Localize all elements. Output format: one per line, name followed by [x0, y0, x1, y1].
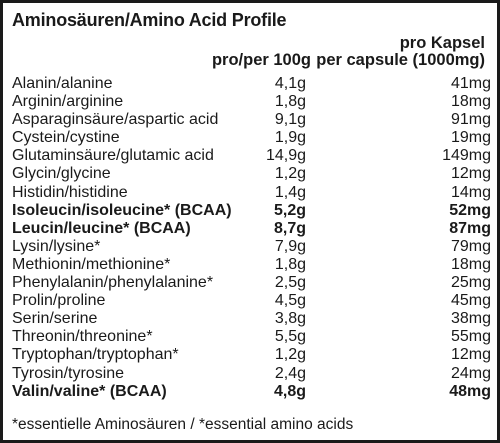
value-per-capsule: 48mg — [449, 382, 491, 400]
table-row — [3, 346, 500, 364]
value-per-capsule: 19mg — [450, 129, 491, 147]
value-per-100g: 1,2g — [274, 165, 306, 183]
amino-acid-name: Isoleucin/isoleucine* (BCAA) — [12, 201, 232, 219]
table-row — [3, 383, 500, 401]
header-per-capsule-line2: per capsule (1000mg) — [316, 51, 485, 69]
value-per-capsule: 55mg — [450, 328, 491, 346]
amino-acid-rows — [3, 75, 500, 401]
table-row — [3, 365, 500, 383]
amino-acid-name: Phenylalanin/phenylalanine* — [12, 274, 214, 292]
value-per-100g: 3,8g — [274, 310, 306, 328]
table-title: Aminosäuren/Amino Acid Profile — [12, 10, 287, 30]
amino-acid-name: Lysin/lysine* — [12, 237, 101, 255]
value-per-100g: 14,9g — [265, 147, 306, 165]
value-per-100g: 1,9g — [274, 129, 306, 147]
value-per-capsule: 25mg — [450, 274, 491, 292]
amino-acid-name: Cystein/cystine — [12, 129, 120, 147]
value-per-capsule: 149mg — [442, 147, 491, 165]
table-row — [3, 75, 500, 93]
table-row — [3, 238, 500, 256]
header-per-100g: pro/per 100g — [211, 51, 311, 69]
value-per-capsule: 45mg — [450, 292, 491, 310]
amino-acid-name: Asparaginsäure/aspartic acid — [12, 111, 219, 129]
amino-acid-name: Histidin/histidine — [12, 183, 128, 201]
value-per-capsule: 87mg — [449, 219, 491, 237]
table-row — [3, 129, 500, 147]
value-per-capsule: 18mg — [450, 93, 491, 111]
table-row — [3, 202, 500, 220]
value-per-100g: 9,1g — [274, 111, 306, 129]
table-row — [3, 328, 500, 346]
value-per-100g: 1,8g — [274, 255, 306, 273]
table-row — [3, 93, 500, 111]
value-per-capsule: 18mg — [450, 255, 491, 273]
value-per-100g: 8,7g — [273, 219, 306, 237]
value-per-100g: 4,8g — [273, 382, 306, 400]
value-per-capsule: 91mg — [450, 111, 491, 129]
table-row — [3, 256, 500, 274]
table-row — [3, 274, 500, 292]
value-per-100g: 1,4g — [274, 183, 306, 201]
table-row — [3, 184, 500, 202]
amino-acid-name: Threonin/threonine* — [12, 328, 153, 346]
amino-acid-name: Serin/serine — [12, 310, 98, 328]
value-per-capsule: 79mg — [450, 237, 491, 255]
value-per-capsule: 41mg — [450, 75, 491, 92]
amino-acid-name: Glycin/glycine — [12, 165, 111, 183]
amino-acid-name: Methionin/methionine* — [12, 255, 171, 273]
value-per-capsule: 38mg — [450, 310, 491, 328]
table-row — [3, 111, 500, 129]
table-row — [3, 310, 500, 328]
value-per-100g: 1,2g — [274, 346, 306, 364]
footnote: *essentielle Aminosäuren / *essential amino acids — [12, 416, 354, 433]
table-row — [3, 147, 500, 165]
amino-acid-name: Leucin/leucine* (BCAA) — [12, 219, 191, 237]
value-per-capsule: 12mg — [450, 165, 491, 183]
amino-acid-name: Prolin/proline — [12, 292, 106, 310]
amino-acid-name: Valin/valine* (BCAA) — [12, 382, 167, 400]
value-per-100g: 7,9g — [274, 237, 306, 255]
table-row — [3, 165, 500, 183]
header-per-capsule-line1: pro Kapsel — [399, 34, 485, 52]
value-per-capsule: 24mg — [450, 364, 491, 382]
value-per-100g: 4,5g — [274, 292, 306, 310]
table-row — [3, 292, 500, 310]
value-per-capsule: 52mg — [449, 201, 491, 219]
value-per-100g: 1,8g — [274, 93, 306, 111]
value-per-100g: 5,5g — [274, 328, 306, 346]
amino-acid-name: Arginin/arginine — [12, 93, 124, 111]
amino-acid-name: Glutaminsäure/glutamic acid — [12, 147, 214, 165]
amino-acid-name: Alanin/alanine — [12, 75, 113, 92]
value-per-capsule: 14mg — [450, 183, 491, 201]
value-per-capsule: 12mg — [450, 346, 491, 364]
amino-acid-name: Tryptophan/tryptophan* — [12, 346, 179, 364]
amino-acid-name: Tyrosin/tyrosine — [12, 364, 125, 382]
value-per-100g: 5,2g — [273, 201, 306, 219]
value-per-100g: 4,1g — [274, 75, 306, 92]
value-per-100g: 2,4g — [274, 364, 306, 382]
value-per-100g: 2,5g — [274, 274, 306, 292]
table-row — [3, 220, 500, 238]
